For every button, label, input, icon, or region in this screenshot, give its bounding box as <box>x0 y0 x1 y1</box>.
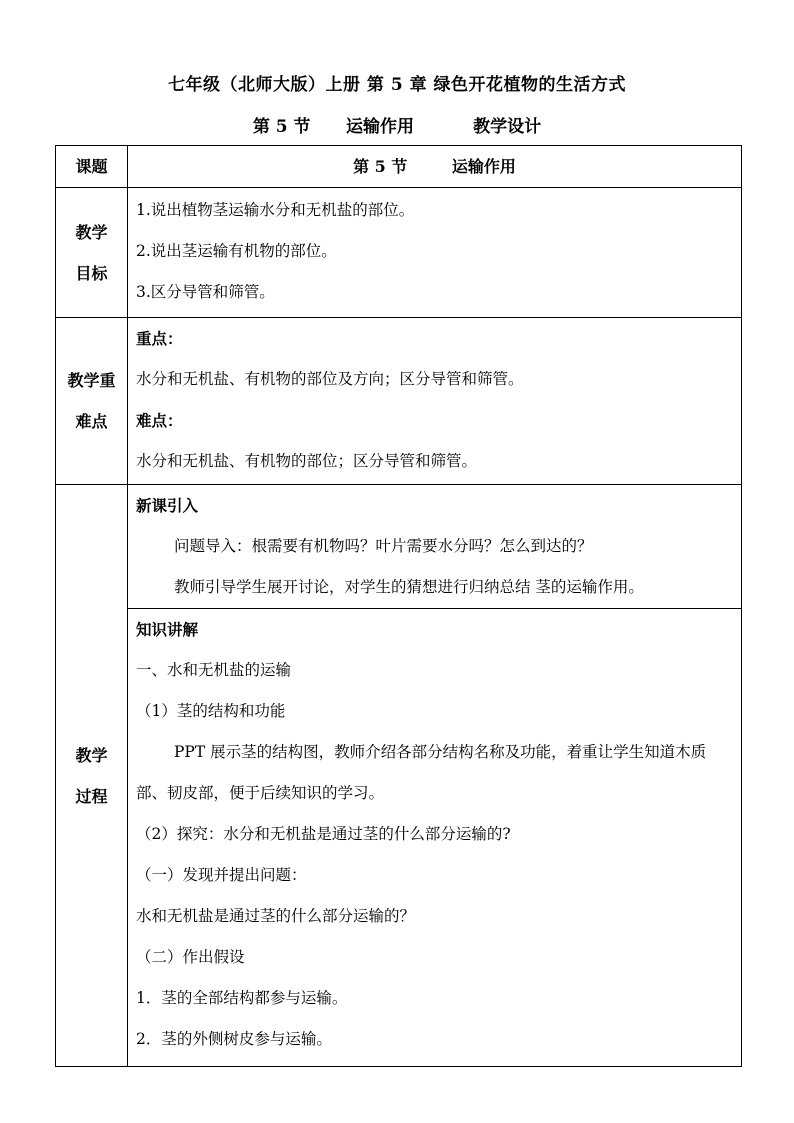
document-title: 七年级（北师大版）上册 第 5 章 绿色开花植物的生活方式 <box>167 75 626 95</box>
step-heading: （一）发现并提出问题： <box>136 866 307 884</box>
subsection-paragraph: PPT 展示茎的结构图，教师介绍各部分结构名称及功能，着重让学生知道木质部、韧皮部，便于后续知识的学习。 <box>136 743 707 802</box>
objective-item: 2.说出茎运输有机物的部位。 <box>136 242 337 260</box>
document-subtitle: 第 5 节 运输作用 教学设计 <box>252 117 542 137</box>
intro-cell <box>128 485 742 609</box>
lesson-plan-table <box>55 145 742 1067</box>
row-topic <box>56 146 742 188</box>
topic-value: 第 5 节 运输作用 <box>353 157 516 176</box>
question-text: 水和无机盐是通过茎的什么部分运输的？ <box>136 907 416 925</box>
objective-item: 1.说出植物茎运输水分和无机盐的部位。 <box>136 201 415 219</box>
intro-line: 教师引导学生展开讨论，对学生的猜想进行归纳总结 茎的运输作用。 <box>174 578 644 596</box>
difficult-heading: 难点： <box>136 411 183 430</box>
row-process-intro <box>56 485 742 609</box>
objectives-cell <box>128 188 742 318</box>
subsection-heading: （1）茎的结构和功能 <box>136 702 286 720</box>
topic-label: 课题 <box>56 146 128 188</box>
row-process-knowledge <box>56 609 742 1067</box>
key-text: 水分和无机盐、有机物的部位及方向；区分导管和筛管。 <box>136 370 524 388</box>
hypothesis-item: 1．茎的全部结构都参与运输。 <box>136 989 348 1007</box>
subsection-heading: （2）探究：水分和无机盐是通过茎的什么部分运输的? <box>136 825 511 843</box>
knowledge-cell <box>128 609 742 1067</box>
objectives-label: 教学 目标 <box>56 188 128 318</box>
intro-line: 问题导入：根需要有机物吗？叶片需要水分吗？怎么到达的？ <box>174 537 593 555</box>
key-heading: 重点： <box>136 329 183 348</box>
difficult-text: 水分和无机盐、有机物的部位；区分导管和筛管。 <box>136 452 478 470</box>
process-label: 教学 过程 <box>56 485 128 1067</box>
row-key-points <box>56 318 742 485</box>
step-heading: （二）作出假设 <box>136 948 245 966</box>
topic-value-cell <box>128 146 742 188</box>
key-points-cell <box>128 318 742 485</box>
objective-item: 3.区分导管和筛管。 <box>136 283 275 301</box>
intro-heading: 新课引入 <box>136 496 199 515</box>
section-heading: 一、水和无机盐的运输 <box>136 661 292 679</box>
hypothesis-item: 2．茎的外侧树皮参与运输。 <box>136 1030 332 1048</box>
key-points-label: 教学重 难点 <box>56 318 128 485</box>
row-objectives <box>56 188 742 318</box>
knowledge-heading: 知识讲解 <box>136 620 199 639</box>
